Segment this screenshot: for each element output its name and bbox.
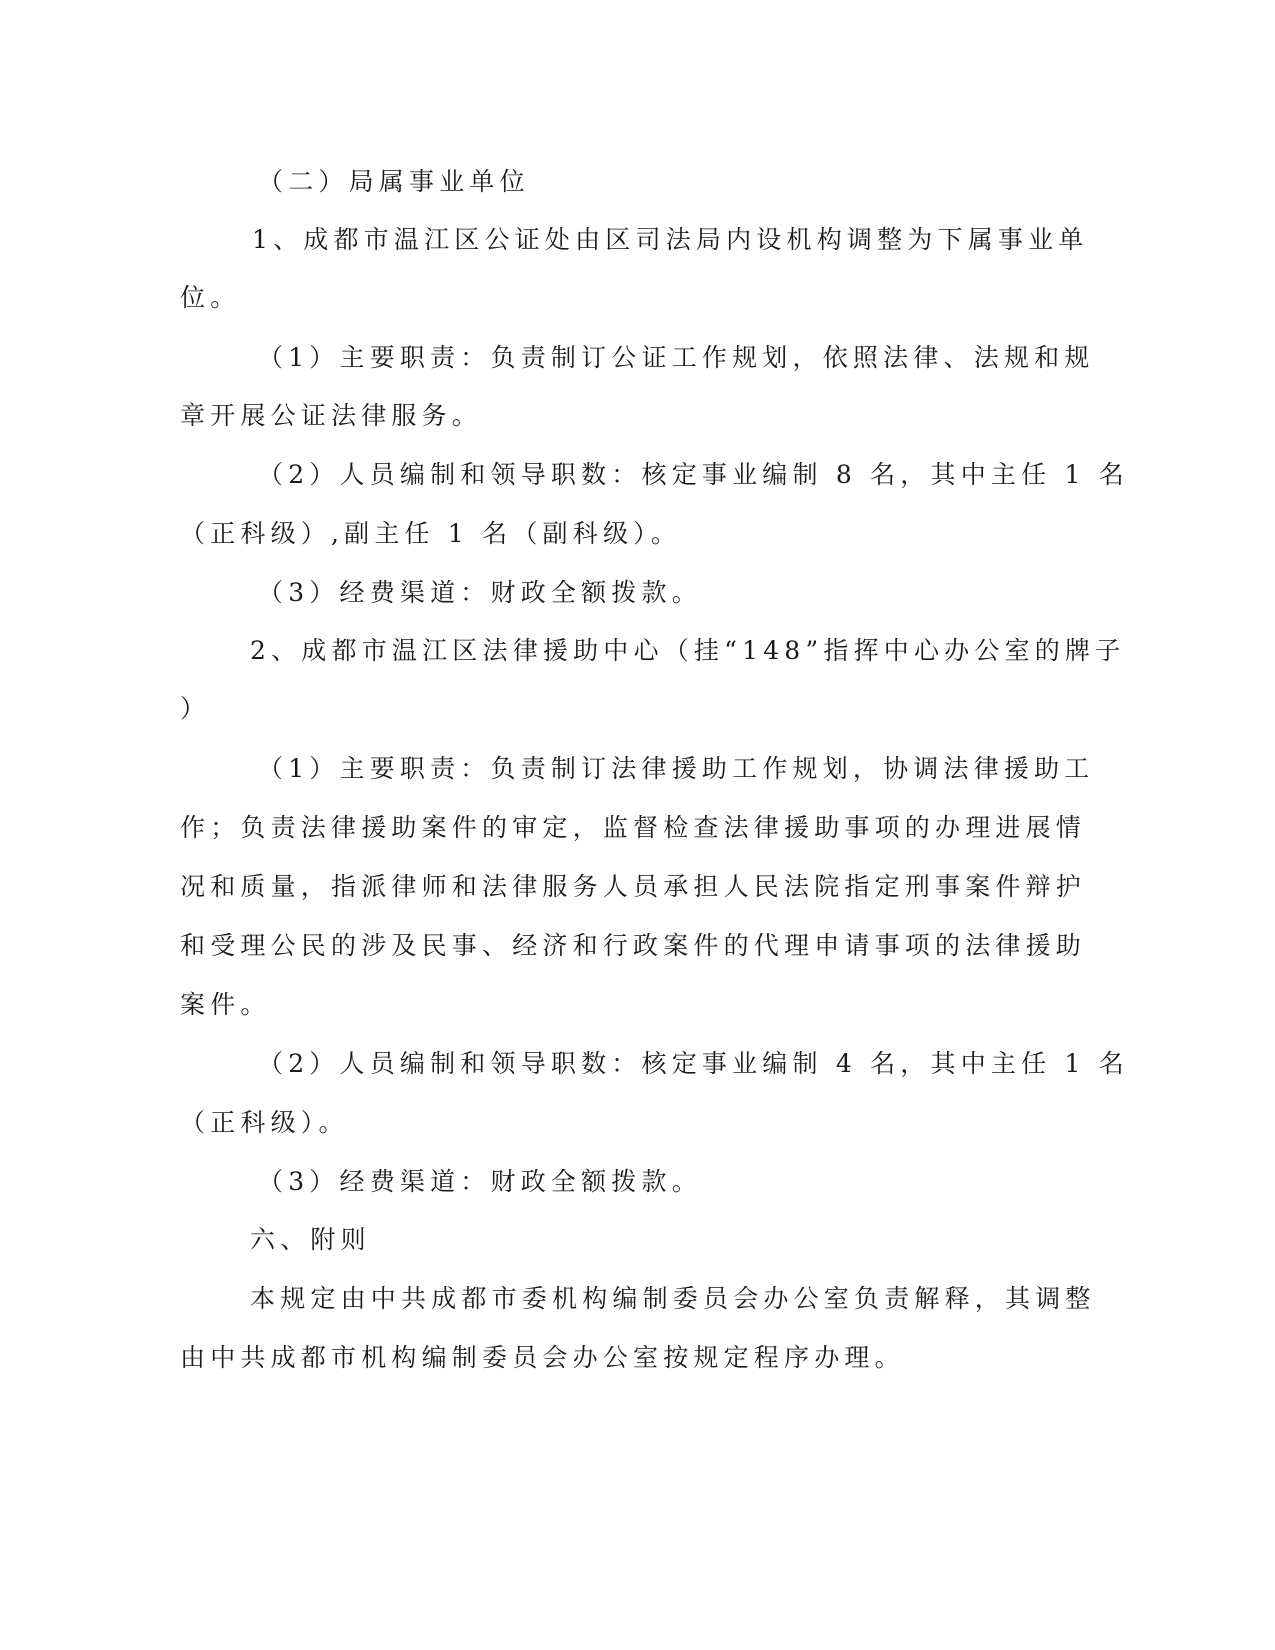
- section-heading-supplementary: 六、附则: [250, 1225, 371, 1254]
- paragraph-line: （2）人员编制和领导职数：核定事业编制 4 名，其中主任 1 名: [258, 1049, 1129, 1078]
- paragraph-line: 作；负责法律援助案件的审定，监督检查法律援助事项的办理进展情: [180, 813, 1087, 842]
- paragraph-line: （2）人员编制和领导职数：核定事业编制 8 名，其中主任 1 名: [258, 460, 1129, 489]
- paragraph-line: （3）经费渠道：财政全额拨款。: [258, 578, 702, 607]
- paragraph-line: ）: [180, 694, 211, 723]
- paragraph-line: 和受理公民的涉及民事、经济和行政案件的代理申请事项的法律援助: [180, 931, 1087, 960]
- paragraph-line: （正科级）,副主任 1 名（副科级）。: [180, 519, 682, 548]
- paragraph-line: 1、成都市温江区公证处由区司法局内设机构调整为下属事业单: [252, 225, 1089, 254]
- paragraph-line: 位。: [180, 283, 241, 312]
- paragraph-line: 由中共成都市机构编制委员会办公室按规定程序办理。: [180, 1343, 905, 1372]
- paragraph-line: （正科级）。: [180, 1108, 349, 1137]
- paragraph-line: （1）主要职责：负责制订公证工作规划，依照法律、法规和规: [258, 343, 1095, 372]
- paragraph-line: 章开展公证法律服务。: [180, 401, 483, 430]
- section-heading-affiliated-units: （二）局属事业单位: [258, 167, 530, 196]
- paragraph-line: 本规定由中共成都市委机构编制委员会办公室负责解释，其调整: [250, 1284, 1096, 1313]
- paragraph-line: 况和质量，指派律师和法律服务人员承担人民法院指定刑事案件辩护: [180, 872, 1087, 901]
- paragraph-line: 案件。: [180, 990, 271, 1019]
- paragraph-line: （3）经费渠道：财政全额拨款。: [258, 1167, 702, 1196]
- paragraph-line: 2、成都市温江区法律援助中心（挂“148”指挥中心办公室的牌子: [250, 636, 1126, 665]
- paragraph-line: （1）主要职责：负责制订法律援助工作规划，协调法律援助工: [258, 754, 1095, 783]
